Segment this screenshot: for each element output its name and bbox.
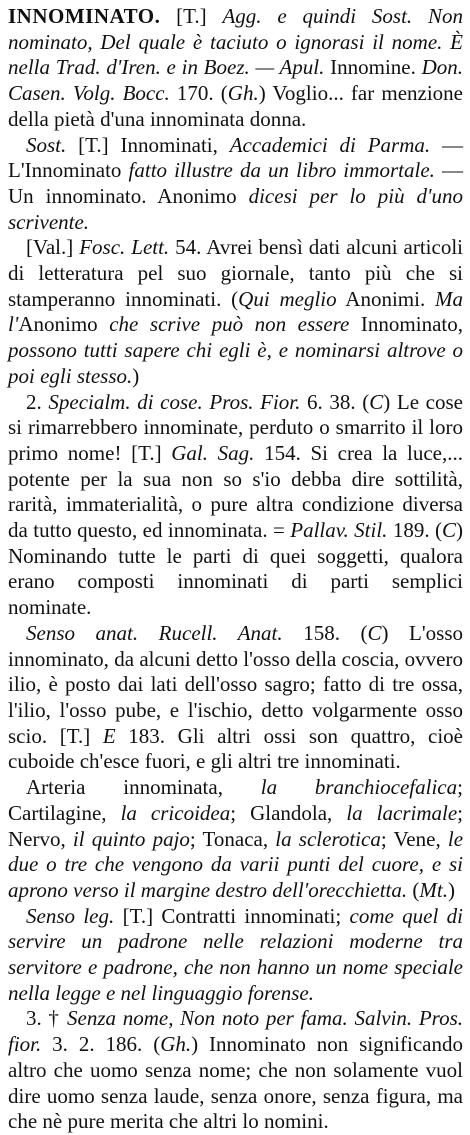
body-text: ( bbox=[407, 877, 420, 902]
italic-text: Pallav. Stil. bbox=[290, 518, 388, 543]
sense-3-paragraph bbox=[8, 1006, 463, 1135]
body-text: 183. Gli altri ossi son quattro, cioè cuboide ch'esce fuori, e gli altri tre innominati. bbox=[8, 723, 463, 774]
body-text: [T.] Contratti innominati; bbox=[114, 903, 350, 928]
body-text: Anonimi. bbox=[336, 286, 435, 311]
body-text: 158. ( bbox=[282, 620, 368, 645]
body-text: 54. Avrei bensì dati alcuni articoli di letteratura pel suo giornale, tanto più che si stamperanno innominati. ( bbox=[8, 235, 463, 311]
body-text: ) Nominando tutte le parti di quei soggetti, qualora erano composti innominati di parti semplici nominate. bbox=[8, 518, 463, 620]
body-text: ) Le cose si rimarrebbero innominate, perduto o smarrito il loro primo nome! [T.] bbox=[8, 389, 463, 465]
body-text: ; Glandola, bbox=[230, 800, 347, 825]
citation-paragraph bbox=[8, 235, 463, 389]
body-text: 189. ( bbox=[387, 518, 442, 543]
italic-text: che scrive può non essere bbox=[109, 312, 350, 337]
body-text: Anonimo bbox=[18, 312, 110, 337]
italic-text: C bbox=[367, 620, 382, 645]
body-text: ) Innominato non significando altro che uomo senza nome; che non solamente vuol dire uomo senza laude, senza onore, senza figura, ma che nè pure merita che altri lo nomini. bbox=[8, 1032, 463, 1134]
body-text: ) Voglio... far menzione della pietà d'una innominata donna. bbox=[8, 81, 463, 131]
italic-text: le due o tre che vengono da varii punti del cuore, e si aprono verso il margine destro dell'orecchietta. bbox=[8, 826, 464, 902]
legal-sense-paragraph bbox=[8, 904, 463, 1007]
italic-text: Senza nome, Non noto per fama. Salvin. Pros. fior. bbox=[8, 1006, 464, 1057]
body-text: — Un innominato. Anonimo bbox=[8, 158, 463, 208]
italic-text: Ma l' bbox=[8, 286, 463, 337]
body-text: ; Cartilagine, bbox=[8, 775, 463, 825]
body-text: 3. 2. 186. ( bbox=[41, 1032, 161, 1057]
italic-text: la sclerotica bbox=[275, 826, 381, 851]
body-text: 6. 38. ( bbox=[300, 389, 370, 414]
body-text: ) L'osso innominato, da alcuni detto l'osso della coscia, ovvero ilio, è posto dai lati dell'osso sagro; fatto di tre ossa, l'ilio, l'osso pube, e l'ischio, detto volgarmente osso scio. [T.] bbox=[8, 620, 463, 748]
body-text: [T.] Innominati, bbox=[66, 132, 230, 157]
italic-text: Gh. bbox=[227, 81, 259, 106]
italic-text: Agg. e quindi Sost. Non nominato, Del quale è taciuto o ignorasi il nome. È nella Trad. d'Iren. e in Boez. — Apul. bbox=[8, 4, 463, 80]
italic-text: la branchiocefalica bbox=[260, 775, 458, 800]
italic-text: come quel di servire un padrone nelle relazioni moderne tra servitore e padrone, che non hanno un nome speciale nella legge e nel linguaggio forense. bbox=[8, 903, 463, 1005]
italic-text: fatto illustre da un libro immortale. bbox=[128, 158, 435, 183]
body-text: ; Vene, bbox=[380, 826, 448, 851]
body-text: Arteria innominata, bbox=[26, 775, 261, 800]
body-text: — L'Innominato bbox=[8, 132, 463, 183]
definition-paragraph bbox=[8, 4, 463, 133]
italic-text: E bbox=[102, 723, 116, 748]
italic-text: C bbox=[369, 389, 384, 414]
italic-text: Specialm. di cose. Pros. Fior. bbox=[48, 389, 301, 414]
italic-text: la cricoidea bbox=[120, 800, 231, 825]
body-text: 154. Si crea la luce,... potente per la sua non so s'io debba dire sottilità, rarità, immaterialità, o pure altra condizione diversa da tutto questo, ed innominata. = bbox=[8, 440, 464, 543]
body-text: Innominato, bbox=[349, 312, 464, 337]
italic-text: Mt. bbox=[419, 877, 448, 902]
anatomical-terms-paragraph bbox=[8, 775, 463, 904]
body-text: [T.] bbox=[160, 4, 223, 28]
italic-text: Senso anat. Rucell. Anat. bbox=[26, 620, 283, 645]
anatomical-sense-paragraph bbox=[8, 621, 463, 775]
body-text: 2. bbox=[26, 389, 49, 414]
italic-text: C bbox=[441, 518, 456, 543]
headword: INNOMINATO. bbox=[8, 4, 161, 28]
body-text: ; Tonaca, bbox=[189, 826, 276, 851]
sense-2-paragraph bbox=[8, 390, 463, 621]
body-text: Innomine. bbox=[324, 55, 422, 80]
italic-text: Sost. bbox=[26, 132, 67, 157]
italic-text: Senso leg. bbox=[26, 903, 115, 928]
body-text: ) bbox=[447, 877, 455, 902]
body-text: 3. † bbox=[26, 1006, 68, 1031]
italic-text: possono tutti sapere chi egli è, e nominarsi altrove o poi egli stesso. bbox=[8, 338, 463, 388]
italic-text: Gh. bbox=[160, 1032, 192, 1057]
body-text: ) bbox=[132, 363, 140, 388]
italic-text: dicesi per lo più d'uno scrivente. bbox=[8, 183, 464, 234]
italic-text: Don. Casen. Volg. Bocc. bbox=[8, 55, 464, 106]
body-text: 170. ( bbox=[169, 81, 228, 106]
italic-text: Qui meglio bbox=[238, 286, 337, 311]
body-text: [Val.] bbox=[26, 235, 80, 260]
noun-sense-paragraph bbox=[8, 133, 463, 236]
italic-text: Accademici di Parma. bbox=[229, 132, 431, 157]
italic-text: Gal. Sag. bbox=[171, 440, 255, 465]
italic-text: il quinto pajo bbox=[72, 826, 190, 851]
body-text: ; Nervo, bbox=[8, 800, 464, 851]
italic-text: la lacrimale bbox=[346, 800, 458, 825]
italic-text: Fosc. Lett. bbox=[79, 235, 170, 260]
